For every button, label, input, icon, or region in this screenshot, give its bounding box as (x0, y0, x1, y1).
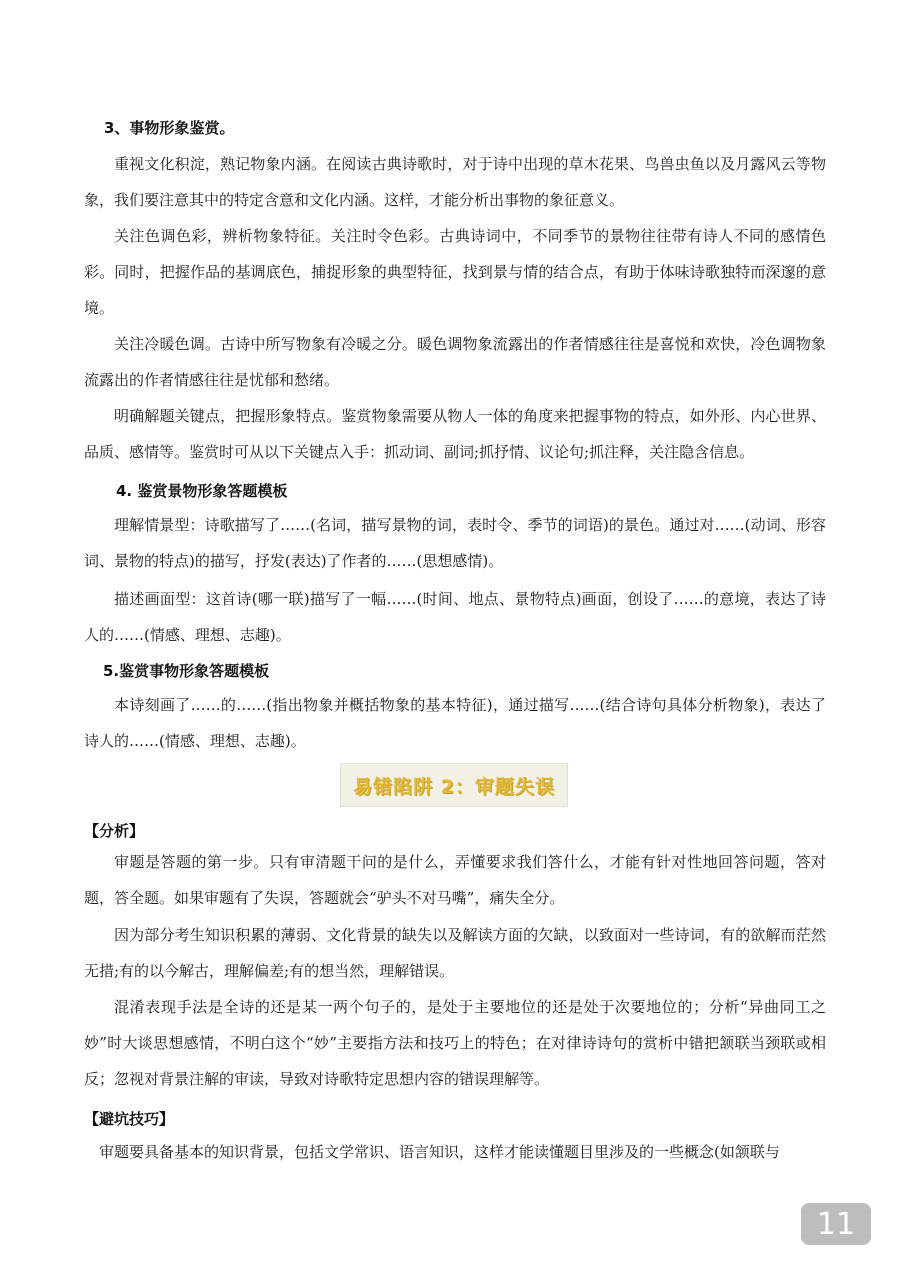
section-3-paragraph-2: 关注色调色彩，辨析物象特征。关注时令色彩。古典诗词中，不同季节的景物往往带有诗人不同的感情色彩。同时，把握作品的基调底色，捕捉形象的典型特征，找到景与情的结合点，有助于体味诗歌独特而深邃的意境。 (84, 227, 826, 317)
section-5-heading: 5.鉴赏事物形象答题模板 (103, 662, 270, 680)
section-4-heading: 4. 鉴赏景物形象答题模板 (116, 482, 288, 500)
analysis-paragraph-2: 因为部分考生知识积累的薄弱、文化背景的缺失以及解读方面的欠缺，以致面对一些诗词，有的欲解而茫然无措;有的以今解古，理解偏差;有的想当然，理解错误。 (84, 926, 826, 980)
analysis-heading: 【分析】 (84, 822, 145, 840)
analysis-paragraph-1: 审题是答题的第一步。只有审清题干问的是什么，弄懂要求我们答什么，才能有针对性地回答问题，答对题，答全题。如果审题有了失误，答题就会“驴头不对马嘴”，痛失全分。 (84, 853, 826, 907)
tips-paragraph-1: 审题要具备基本的知识背景，包括文学常识、语言知识，这样才能读懂题目里涉及的一些概念(如颔联与 (99, 1143, 780, 1161)
section-4-paragraph-1: 理解情景型：诗歌描写了……(名词，描写景物的词，表时令、季节的词语)的景色。通过对……(动词、形容词、景物的特点)的描写，抒发(表达)了作者的……(思想感情)。 (84, 516, 826, 570)
section-3-heading: 3、事物形象鉴赏。 (104, 119, 235, 137)
tips-heading: 【避坑技巧】 (84, 1110, 175, 1128)
section-3-paragraph-3: 关注冷暖色调。古诗中所写物象有冷暖之分。暖色调物象流露出的作者情感往往是喜悦和欢快，冷色调物象流露出的作者情感往往是忧郁和愁绪。 (84, 335, 826, 389)
page-number-badge: 11 (801, 1203, 871, 1245)
trap-banner: 易错陷阱 2：审题失误 (340, 763, 568, 807)
section-3-paragraph-1: 重视文化积淀，熟记物象内涵。在阅读古典诗歌时，对于诗中出现的草木花果、鸟兽虫鱼以及月露风云等物象，我们要注意其中的特定含意和文化内涵。这样，才能分析出事物的象征意义。 (84, 155, 826, 209)
section-5-paragraph-1: 本诗刻画了……的……(指出物象并概括物象的基本特征)，通过描写……(结合诗句具体分析物象)，表达了诗人的……(情感、理想、志趣)。 (84, 696, 826, 750)
section-3-paragraph-4: 明确解题关键点，把握形象特点。鉴赏物象需要从物人一体的角度来把握事物的特点，如外形、内心世界、品质、感情等。鉴赏时可从以下关键点入手：抓动词、副词;抓抒情、议论句;抓注释，关注隐含信息。 (84, 407, 826, 461)
section-4-paragraph-2: 描述画面型：这首诗(哪一联)描写了一幅……(时间、地点、景物特点)画面，创设了……的意境，表达了诗人的……(情感、理想、志趣)。 (84, 590, 826, 644)
analysis-paragraph-3: 混淆表现手法是全诗的还是某一两个句子的，是处于主要地位的还是处于次要地位的；分析“异曲同工之妙”时大谈思想感情，不明白这个“妙”主要指方法和技巧上的特色；在对律诗诗句的赏析中错把颔联当颈联或相反；忽视对背景注解的审读，导致对诗歌特定思想内容的错误理解等。 (84, 998, 826, 1088)
